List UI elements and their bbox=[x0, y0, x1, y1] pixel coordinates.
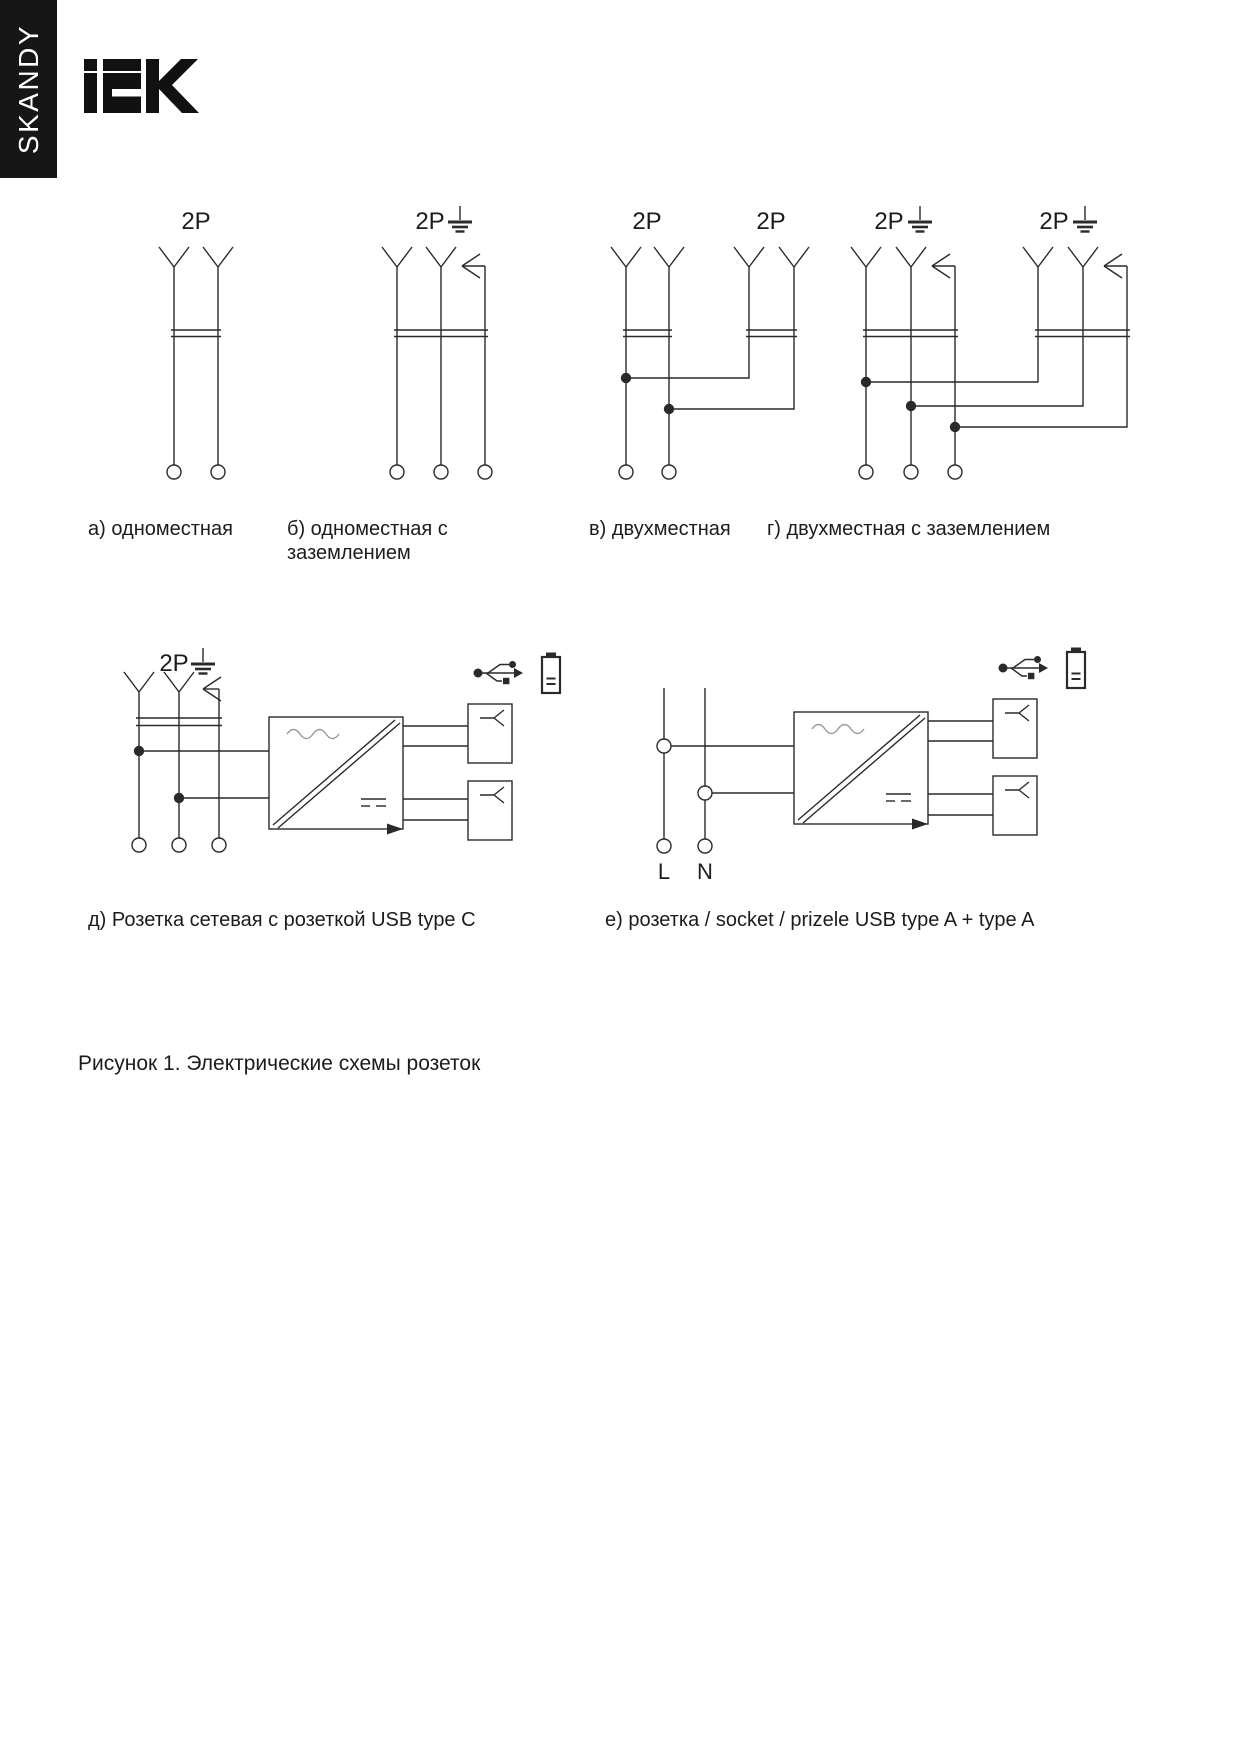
contact-fork-icon bbox=[203, 247, 233, 267]
contact-fork-icon bbox=[426, 247, 456, 267]
ground-icon bbox=[1073, 206, 1097, 232]
terminal-icon bbox=[662, 465, 676, 479]
terminal-icon bbox=[619, 465, 633, 479]
junction-dot bbox=[174, 793, 184, 803]
junction-dot bbox=[134, 746, 144, 756]
contact-fork-icon bbox=[159, 247, 189, 267]
tap-node-icon bbox=[698, 786, 712, 800]
ac-dc-converter-icon bbox=[269, 704, 512, 840]
pole-label: 2P bbox=[159, 650, 189, 677]
pole-label: 2P bbox=[1039, 208, 1069, 235]
terminal-icon bbox=[212, 838, 226, 852]
terminal-icon bbox=[167, 465, 181, 479]
pole-label: 2P bbox=[632, 208, 662, 235]
junction-dot bbox=[950, 422, 960, 432]
caption-e: е) розетка / socket / prizele USB type A + type A bbox=[605, 909, 1035, 931]
ground-icon bbox=[191, 648, 215, 674]
ground-icon bbox=[448, 206, 472, 232]
usb-battery-icon bbox=[474, 653, 561, 694]
junction-dot bbox=[861, 377, 871, 387]
diagram-a-single-socket bbox=[159, 208, 233, 479]
line-terminal-label: L bbox=[657, 859, 671, 884]
terminal-icon bbox=[172, 838, 186, 852]
terminal-icon bbox=[948, 465, 962, 479]
diagrams-layer bbox=[124, 206, 1130, 884]
contact-fork-icon bbox=[124, 672, 154, 692]
neutral-terminal-label: N bbox=[697, 859, 713, 884]
terminal-icon bbox=[211, 465, 225, 479]
diagram-d-socket-usb-type-c bbox=[124, 648, 560, 852]
pole-label: 2P bbox=[756, 208, 786, 235]
pole-label: 2P bbox=[181, 208, 211, 235]
figure-caption: Рисунок 1. Электрические схемы розеток bbox=[78, 1052, 481, 1075]
usb-battery-icon bbox=[999, 648, 1086, 689]
caption-b-line1: б) одноместная с bbox=[287, 518, 448, 540]
terminal-icon bbox=[904, 465, 918, 479]
diagram-b-single-socket-earthed bbox=[382, 206, 492, 479]
diagram-g-double-socket-earthed bbox=[851, 206, 1130, 479]
caption-g: г) двухместная с заземлением bbox=[767, 518, 1051, 540]
tap-node-icon bbox=[657, 739, 671, 753]
contact-fork-icon bbox=[896, 247, 926, 267]
junction-dot bbox=[906, 401, 916, 411]
ground-icon bbox=[908, 206, 932, 232]
caption-v: в) двухместная bbox=[589, 518, 731, 540]
terminal-icon bbox=[478, 465, 492, 479]
contact-fork-icon bbox=[382, 247, 412, 267]
caption-a: а) одноместная bbox=[88, 518, 233, 540]
contact-fork-icon bbox=[654, 247, 684, 267]
contact-fork-icon bbox=[1068, 247, 1098, 267]
terminal-icon bbox=[132, 838, 146, 852]
junction-dot bbox=[621, 373, 631, 383]
caption-b bbox=[287, 517, 448, 565]
series-banner-label: SKANDY bbox=[12, 23, 44, 155]
contact-fork-icon bbox=[779, 247, 809, 267]
junction-dot bbox=[664, 404, 674, 414]
terminal-icon bbox=[390, 465, 404, 479]
contact-fork-icon bbox=[1023, 247, 1053, 267]
terminal-icon bbox=[434, 465, 448, 479]
diagram-v-double-socket bbox=[611, 208, 809, 479]
caption-b-line2: заземлением bbox=[287, 542, 411, 564]
pole-label: 2P bbox=[874, 208, 904, 235]
contact-fork-icon bbox=[734, 247, 764, 267]
pole-label: 2P bbox=[415, 208, 445, 235]
terminal-icon bbox=[698, 839, 712, 853]
caption-d: д) Розетка сетевая с розеткой USB type C bbox=[88, 909, 476, 931]
contact-fork-icon bbox=[611, 247, 641, 267]
terminal-icon bbox=[859, 465, 873, 479]
ac-dc-converter-icon bbox=[794, 699, 1037, 835]
diagram-e-socket-usb-type-a bbox=[657, 648, 1085, 885]
terminal-icon bbox=[657, 839, 671, 853]
contact-fork-icon bbox=[851, 247, 881, 267]
